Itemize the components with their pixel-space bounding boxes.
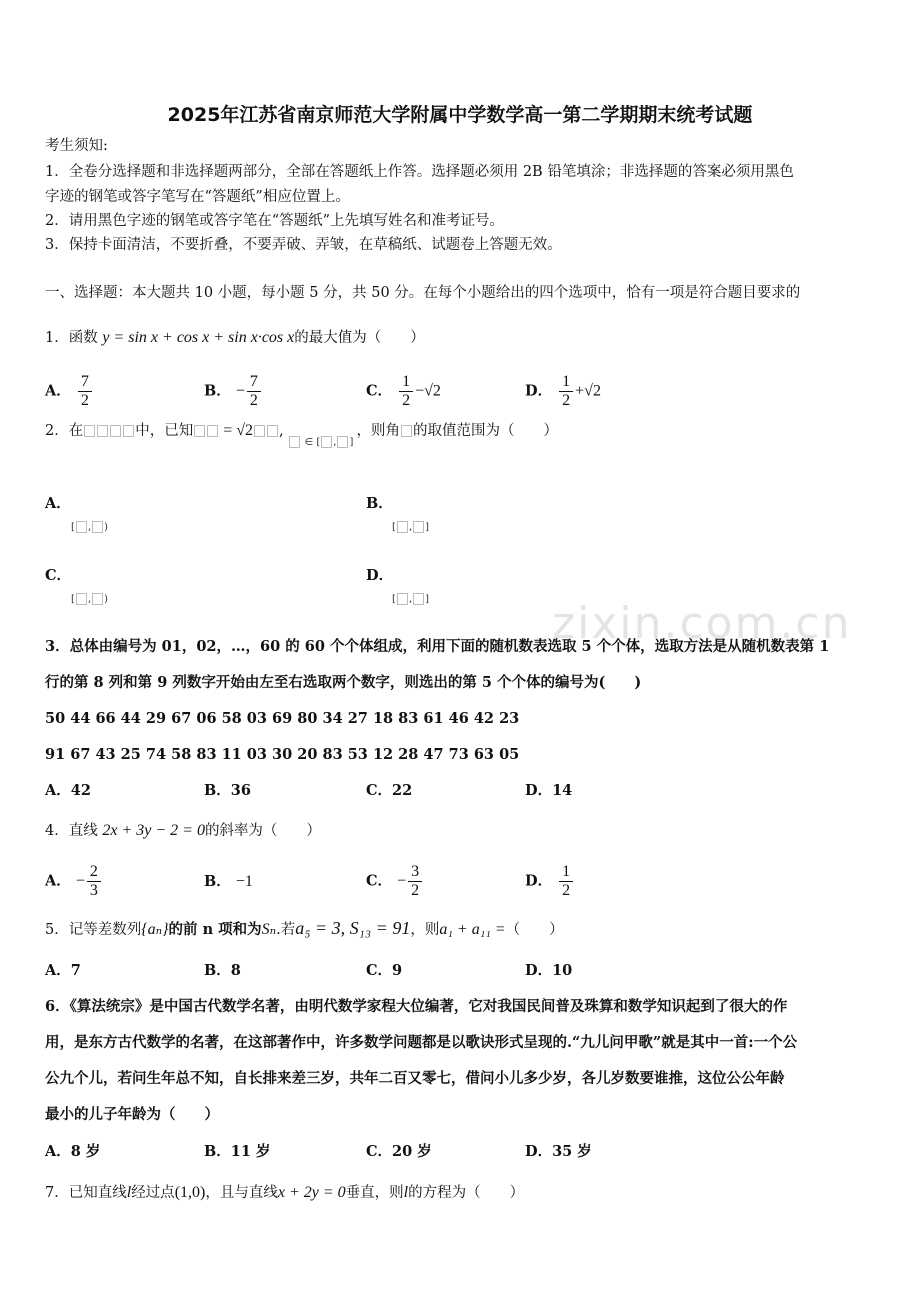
notice-heading: 考生须知: xyxy=(45,138,108,154)
fraction xyxy=(559,863,573,900)
numerator: 1 xyxy=(399,373,413,392)
question-text: 在 xyxy=(68,423,84,439)
missing-glyph-icon xyxy=(123,425,134,437)
option-a: A．8 岁 xyxy=(45,1143,101,1160)
numerator: 3 xyxy=(408,863,422,882)
denominator: 2 xyxy=(80,392,89,409)
denominator: 2 xyxy=(249,392,258,409)
fraction xyxy=(408,863,422,900)
option-label: B． xyxy=(366,495,393,512)
question-text: 中，已知 xyxy=(135,423,194,439)
fraction xyxy=(559,373,573,410)
question-text: 的最大值为（ ） xyxy=(294,330,425,346)
question-text: 经过点 xyxy=(131,1185,175,1201)
notice-item: 字迹的钢笔或答字笔写在“答题纸”相应位置上。 xyxy=(45,189,350,205)
option-c: C．22 xyxy=(366,782,413,799)
option-label: D． xyxy=(366,567,394,584)
question-text: 的斜率为（ ） xyxy=(204,823,321,839)
broken-formula-icon: [ , ] xyxy=(392,522,429,533)
option-c: C．20 岁 xyxy=(366,1143,432,1160)
option-label: C． xyxy=(366,872,393,890)
formula: y = sin x + cos x + sin x·cos x xyxy=(102,329,295,346)
numerator: 7 xyxy=(78,373,92,392)
option-a xyxy=(45,863,103,900)
option-label: A． xyxy=(45,872,71,890)
denominator: 2 xyxy=(411,882,420,899)
formula: l xyxy=(126,1184,132,1201)
sign: − xyxy=(397,872,407,890)
watermark: zixin.com.cn xyxy=(552,598,852,649)
radical-term: −√2 xyxy=(415,382,441,400)
question-text: ，则 xyxy=(410,922,440,938)
question-7 xyxy=(45,1183,885,1203)
formula: Sₙ xyxy=(261,921,277,938)
option-d: D．10 xyxy=(525,962,573,979)
fraction xyxy=(399,373,413,410)
question-text: .若 xyxy=(276,922,296,938)
question-text: 的取值范围为（ ） xyxy=(413,423,559,439)
question-3-line: 3．总体由编号为 01，02，…，60 的 60 个个体组成，利用下面的随机数表选取 5 个个体，选取方法是从随机数表第 1 xyxy=(45,638,830,655)
question-5 xyxy=(45,918,885,940)
option-d: D．14 xyxy=(525,782,573,799)
formula: {aₙ} xyxy=(141,921,169,938)
question-6-line: 公九个儿，若问生年总不知，自长排来差三岁，共年二百又零七，借问小儿多少岁，各儿岁数要谁推，这位公公年龄 xyxy=(45,1070,785,1087)
question-6-line: 6．《算法统宗》是中国古代数学名著，由明代数学家程大位编著，它对我国民间普及珠算和数学知识起到了很大的作 xyxy=(45,998,788,1015)
question-text: 的前 n 项和为 xyxy=(168,921,262,938)
option-d xyxy=(366,566,429,610)
numerator: 1 xyxy=(559,863,573,882)
sign: − xyxy=(235,382,245,400)
missing-glyph-icon xyxy=(97,425,108,437)
value: −1 xyxy=(235,873,253,890)
question-text: （ ） xyxy=(505,922,564,938)
question-number: 1． xyxy=(45,330,69,346)
question-number: 7． xyxy=(45,1185,69,1201)
option-d xyxy=(525,373,601,410)
random-number-row: 50 44 66 44 29 67 06 58 03 69 80 34 27 18 83 61 46 42 23 xyxy=(45,710,520,727)
missing-glyph-icon xyxy=(84,425,95,437)
denominator: 3 xyxy=(89,882,98,899)
sign: − xyxy=(75,872,85,890)
option-label: D． xyxy=(525,382,553,400)
question-text: 垂直，则 xyxy=(345,1185,404,1201)
option-c xyxy=(366,863,424,900)
option-b xyxy=(204,373,263,410)
broken-formula-icon: ∈ [ , ] xyxy=(288,437,356,448)
question-text: ，则角 xyxy=(356,423,401,439)
option-c: C．9 xyxy=(366,962,403,979)
numerator: 1 xyxy=(559,373,573,392)
numerator: 2 xyxy=(87,863,101,882)
question-number: 2． xyxy=(45,423,69,439)
formula: 2x + 3y − 2 = 0 xyxy=(102,822,205,839)
radical-term: +√2 xyxy=(575,382,601,400)
notice-item: 1．全卷分选择题和非选择题两部分，全部在答题纸上作答。选择题必须用 2B 铅笔填涂；非选择题的答案必须用黑色 xyxy=(45,164,794,180)
question-1 xyxy=(45,328,885,348)
fraction xyxy=(87,863,101,900)
option-a: A．42 xyxy=(45,782,91,799)
option-label: B． xyxy=(204,382,231,400)
question-text: ，且与直线 xyxy=(205,1185,278,1201)
denominator: 2 xyxy=(402,392,411,409)
option-b: B．36 xyxy=(204,782,251,799)
broken-formula-icon: [ , ) xyxy=(71,522,108,533)
broken-formula-icon: [ , ] xyxy=(392,594,429,605)
option-a xyxy=(45,494,108,538)
fraction xyxy=(78,373,92,410)
question-4 xyxy=(45,821,885,841)
question-number: 5． xyxy=(45,922,69,938)
broken-formula-icon: [ , ) xyxy=(71,594,108,605)
question-3-line: 行的第 8 列和第 9 列数字开始由左至右选取两个数字，则选出的第 5 个个体的编号为( ) xyxy=(45,674,642,691)
page-title: 2025年江苏省南京师范大学附属中学数学高一第二学期期末统考试题 xyxy=(167,104,753,126)
section-heading: 一、选择题：本大题共 10 小题，每小题 5 分，共 50 分。在每个小题给出的四个选项中，恰有一项是符合题目要求的 xyxy=(45,285,801,301)
formula: x + 2y = 0 xyxy=(277,1184,346,1201)
missing-glyph-icon xyxy=(254,425,265,437)
random-number-row: 91 67 43 25 74 58 83 11 03 30 20 83 53 12 28 47 73 63 05 xyxy=(45,746,520,763)
option-a: A．7 xyxy=(45,962,81,979)
question-text: 直线 xyxy=(68,823,98,839)
missing-glyph-icon xyxy=(194,425,205,437)
formula: (1,0) xyxy=(174,1184,206,1201)
option-b: B．11 岁 xyxy=(204,1143,271,1160)
denominator: 2 xyxy=(562,392,571,409)
question-6-line: 用，是东方古代数学的名著，在这部著作中，许多数学问题都是以歌诀形式呈现的.“九儿问甲歌”就是其中一首:一个公 xyxy=(45,1034,798,1051)
option-c xyxy=(366,373,441,410)
option-b xyxy=(366,494,429,538)
option-label: C． xyxy=(45,567,72,584)
formula: a₁ + a₁₁ = xyxy=(439,921,506,938)
question-text: 函数 xyxy=(68,330,98,346)
option-label: B． xyxy=(204,873,231,890)
question-6-line: 最小的儿子年龄为（ ） xyxy=(45,1106,219,1123)
missing-glyph-icon xyxy=(401,425,412,437)
question-number: 4． xyxy=(45,823,69,839)
fraction xyxy=(247,373,261,410)
missing-glyph-icon xyxy=(207,425,218,437)
option-c xyxy=(45,566,108,610)
option-b xyxy=(204,872,253,892)
formula: a₅ = 3, S₁₃ = 91 xyxy=(295,918,411,938)
question-text: 记等差数列 xyxy=(68,922,142,938)
notice-item: 2．请用黑色字迹的钢笔或答字笔在“答题纸”上先填写姓名和准考证号。 xyxy=(45,213,505,229)
option-a xyxy=(45,373,94,410)
notice-item: 3．保持卡面清洁，不要折叠，不要弄破、弄皱，在草稿纸、试题卷上答题无效。 xyxy=(45,237,562,253)
option-label: A． xyxy=(45,495,71,512)
missing-glyph-icon xyxy=(267,425,278,437)
option-label: D． xyxy=(525,872,553,890)
option-d: D．35 岁 xyxy=(525,1143,592,1160)
question-2: 2．在 中，已知 = √2 , $_{\in [ , ]}$ ，则角 的取值范围为（ ） xyxy=(45,422,559,448)
numerator: 7 xyxy=(247,373,261,392)
missing-glyph-icon xyxy=(110,425,121,437)
question-text: 的方程为（ ） xyxy=(408,1185,525,1201)
option-label: C． xyxy=(366,382,393,400)
denominator: 2 xyxy=(562,882,571,899)
option-label: A． xyxy=(45,382,71,400)
question-text: 已知直线 xyxy=(68,1185,127,1201)
option-b: B．8 xyxy=(204,962,241,979)
formula: l xyxy=(403,1184,409,1201)
option-d xyxy=(525,863,575,900)
